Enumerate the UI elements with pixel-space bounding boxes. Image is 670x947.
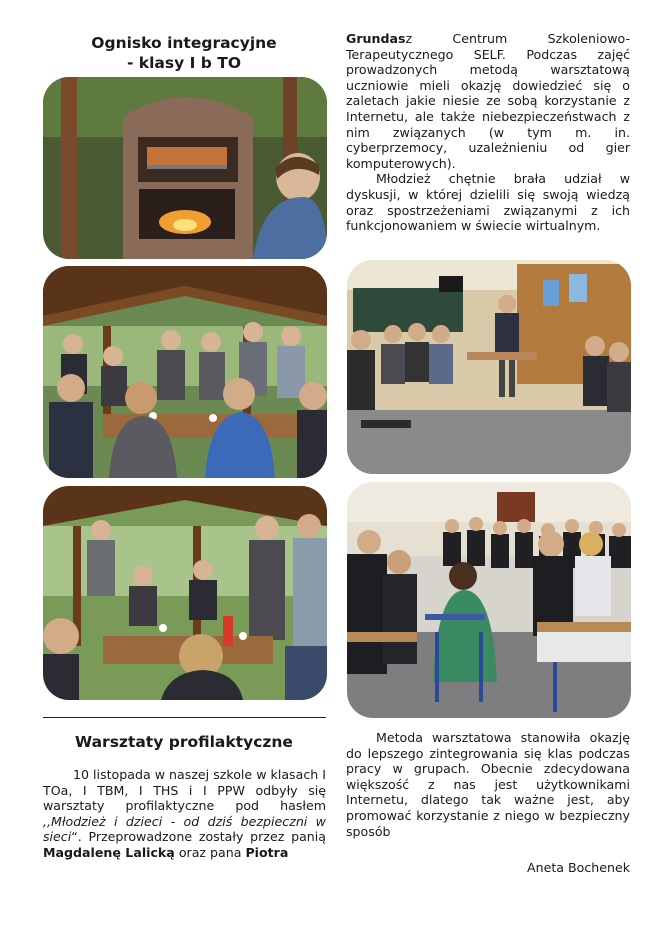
para-3: Metoda warsztatowa stanowiła okazję do lepszego zintegrowania się klas podczas pracy w grupach. Obecnie zdecydowana większość z nas jest użytkownikami Internetu, dlatego tak ważne jest, aby promować korzystanie z niego w bezpieczny sposób [346, 730, 630, 839]
intro-text: 10 listopada w naszej szkole w klasach I TOa, I TBM, I THS i I PPW odbyły się warsztaty profilaktyczne pod hasłem [43, 767, 326, 814]
title-line-2: - klasy I b TO [126, 54, 242, 72]
presenter-1: Magdalenę Lalicką [43, 844, 175, 860]
photo-classroom-circle [347, 482, 631, 718]
section-divider [43, 717, 326, 718]
article-title-workshops: Warsztaty profilaktyczne [75, 733, 293, 751]
presenter-2-first: Piotra [245, 844, 289, 860]
para-2: Młodzież chętnie brała udział w dyskusji, w której dzielili się swoją wiedzą oraz spostrzeżeniami związanymi z ich funkcjonowaniem w świecie wirtualnym. [346, 171, 630, 234]
photo-grill [43, 77, 327, 259]
intro-and: oraz pana [174, 844, 246, 860]
article-title-bonfire [44, 33, 324, 73]
photo-gazebo-group-2 [43, 486, 327, 700]
slogan: ,,Młodzież i dzieci - od dziś bezpieczni w sieci [43, 813, 326, 845]
photo-classroom-workshop [347, 260, 631, 474]
author-signature: Aneta Bochenek [526, 860, 630, 875]
para-1: z Centrum Szkoleniowo-Terapeutycznego SELF. Podczas zajęć prowadzonych metodą warsztatową uczniowie mieli okazję dowiedzieć się o zaletach jakie niesie ze sobą korzystanie z Internetu, ale także niebezpieczeństwach z nim związanych (w tym m. in. cyberprzemocy, uzależnieniu od gier komputerowych). [346, 31, 630, 171]
title-line-1: Ognisko integracyjne [91, 34, 277, 52]
workshops-intro-text [43, 767, 326, 861]
presenter-2-surname: Grundas [346, 31, 406, 46]
workshops-closing-text [346, 730, 630, 839]
intro-mid: “. Przeprowadzone zostały przez panią [71, 829, 326, 845]
workshops-text-continued [346, 31, 630, 234]
photo-gazebo-group-1 [43, 266, 327, 478]
